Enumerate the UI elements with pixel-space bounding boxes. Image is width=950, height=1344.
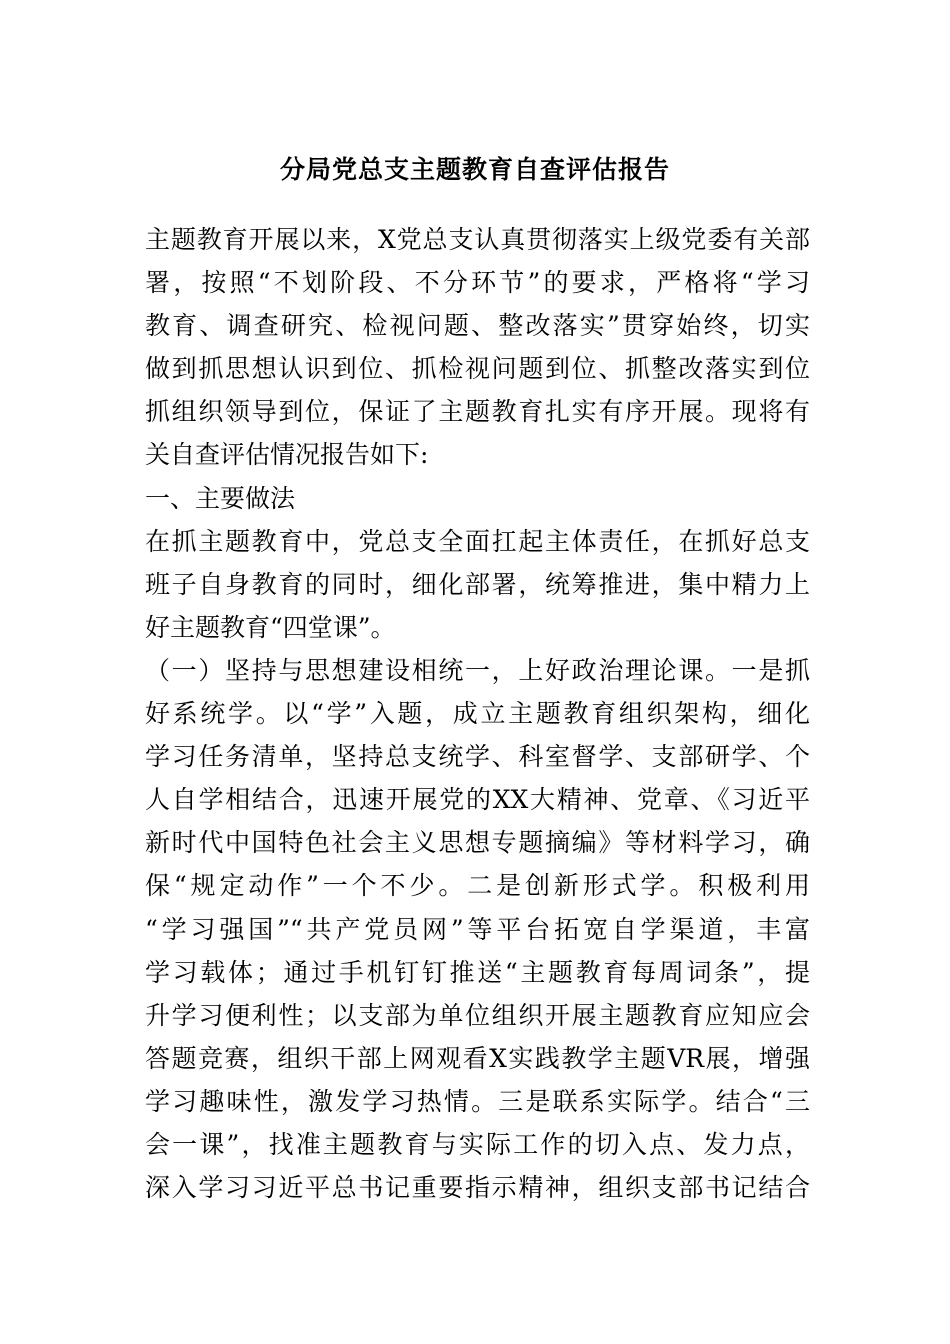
body-line: 署，按照“不划阶段、不分环节”的要求，严格将“学习 <box>145 268 810 298</box>
body-line: “学习强国”“共产党员网”等平台拓宽自学渠道，丰富 <box>145 914 810 944</box>
body-line: 会一课”，找准主题教育与实际工作的切入点、发力点， <box>145 1129 810 1159</box>
body-line: 答题竞赛，组织干部上网观看X实践教学主题VR展，增强 <box>145 1043 810 1073</box>
body-line: 做到抓思想认识到位、抓检视问题到位、抓整改落实到位 <box>145 354 810 384</box>
body-line: 主题教育开展以来，X党总支认真贯彻落实上级党委有关部 <box>145 225 810 254</box>
body-line: 深入学习习近平总书记重要指示精神，组织支部书记结合 <box>145 1173 810 1203</box>
body-line: 教育、调查研究、检视问题、整改落实”贯穿始终，切实 <box>145 311 810 341</box>
section-heading: 一、主要做法 <box>145 483 296 513</box>
body-line: 在抓主题教育中，党总支全面扛起主体责任，在抓好总支 <box>145 526 810 556</box>
body-line: 学习趣味性，激发学习热情。三是联系实际学。结合“三 <box>145 1086 810 1116</box>
document-body <box>145 218 810 1209</box>
body-line: 好主题教育“四堂课”。 <box>145 612 396 642</box>
body-line: 新时代中国特色社会主义思想专题摘编》等材料学习，确 <box>145 828 810 858</box>
body-line: 学习任务清单，坚持总支统学、科室督学、支部研学、个 <box>145 742 810 772</box>
body-line: 学习载体；通过手机钉钉推送“主题教育每周词条”，提 <box>145 957 810 987</box>
body-line: 关自查评估情况报告如下: <box>145 440 429 470</box>
body-line: 抓组织领导到位，保证了主题教育扎实有序开展。现将有 <box>145 397 810 427</box>
body-line: 人自学相结合，迅速开展党的XX大精神、党章、《习近平 <box>145 785 810 815</box>
document-title: 分局党总支主题教育自查评估报告 <box>279 155 670 184</box>
body-line: 升学习便利性；以支部为单位组织开展主题教育应知应会 <box>145 1000 810 1030</box>
body-line: （一）坚持与思想建设相统一，上好政治理论课。一是抓 <box>145 655 810 685</box>
body-line: 好系统学。以“学”入题，成立主题教育组织架构，细化 <box>145 699 810 729</box>
body-line: 班子自身教育的同时，细化部署，统筹推进，集中精力上 <box>145 569 810 599</box>
body-line: 保“规定动作”一个不少。二是创新形式学。积极利用 <box>145 871 810 901</box>
